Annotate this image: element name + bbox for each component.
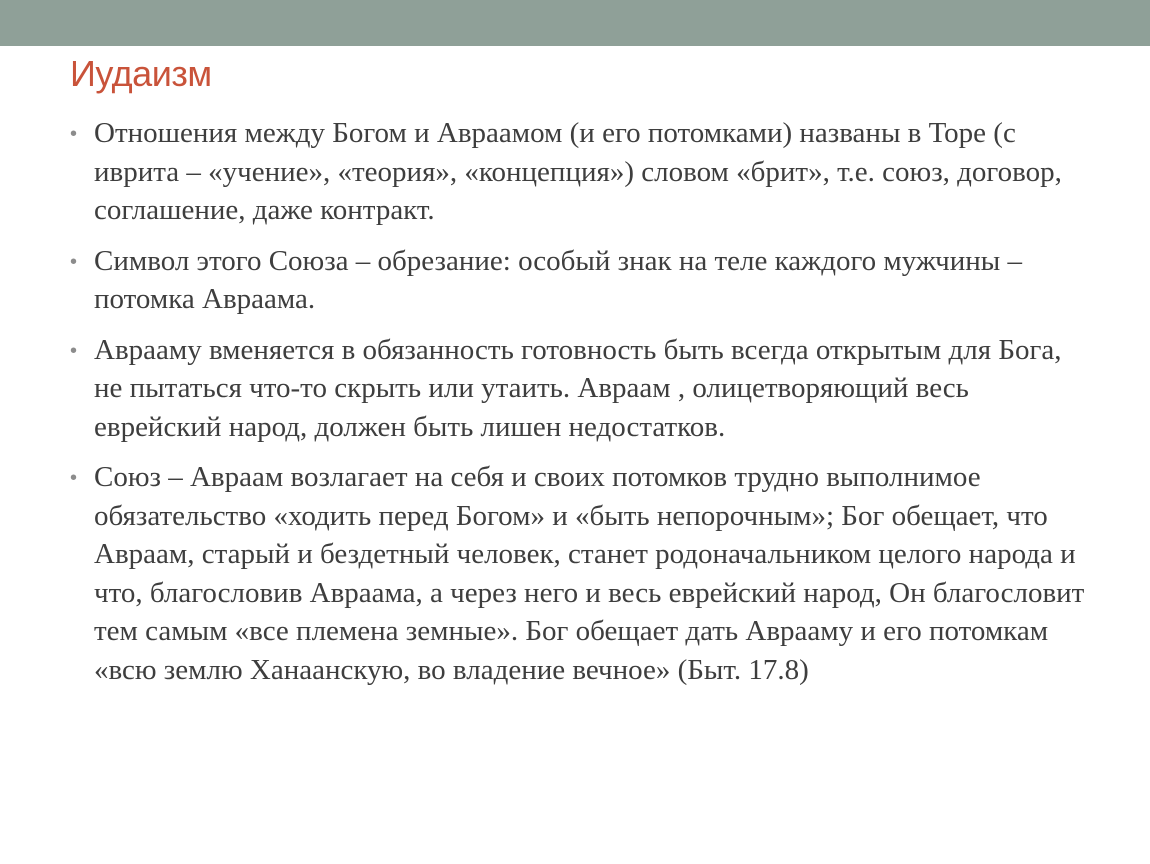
slide-title: Иудаизм (70, 53, 212, 94)
bullet-item (0, 242, 1150, 319)
bullet-text: Символ этого Союза – обрезание: особый знак на теле каждого мужчины – потомка Авраама. (94, 244, 1023, 315)
bullet-item (0, 331, 1150, 447)
top-accent-bar (0, 0, 1150, 46)
bullet-item (0, 458, 1150, 689)
bullet-text: Аврааму вменяется в обязанность готовность быть всегда открытым для Бога, не пытаться что-то скрыть или утаить. Авраам , олицетворяющий весь еврейский народ, должен быть лишен недостатков. (94, 333, 1062, 443)
bullet-text: Союз – Авраам возлагает на себя и своих потомков трудно выполнимое обязательство «ходить перед Богом» и «быть непорочным»; Бог обещает, что Авраам, старый и бездетный человек, станет родоначальником целого народа и что, благословив Авраама, а через него и весь еврейский народ, Он благословит тем самым «все племена земные». Бог обещает дать Аврааму и его потомкам «всю землю Ханаанскую, во владение вечное» (Быт. 17.8) (94, 461, 1085, 686)
bullet-dot-icon: • (70, 339, 78, 362)
bullet-list (0, 114, 1150, 701)
bullet-text: Отношения между Богом и Авраамом (и его потомками) названы в Торе (с иврита – «учение», «теория», «концепция») словом «брит», т.е. союз, договор, соглашение, даже контракт. (94, 117, 1062, 226)
bullet-dot-icon: • (70, 467, 78, 489)
bullet-dot-icon: • (70, 250, 78, 273)
bullet-dot-icon: • (70, 123, 78, 145)
bullet-item (0, 114, 1150, 230)
